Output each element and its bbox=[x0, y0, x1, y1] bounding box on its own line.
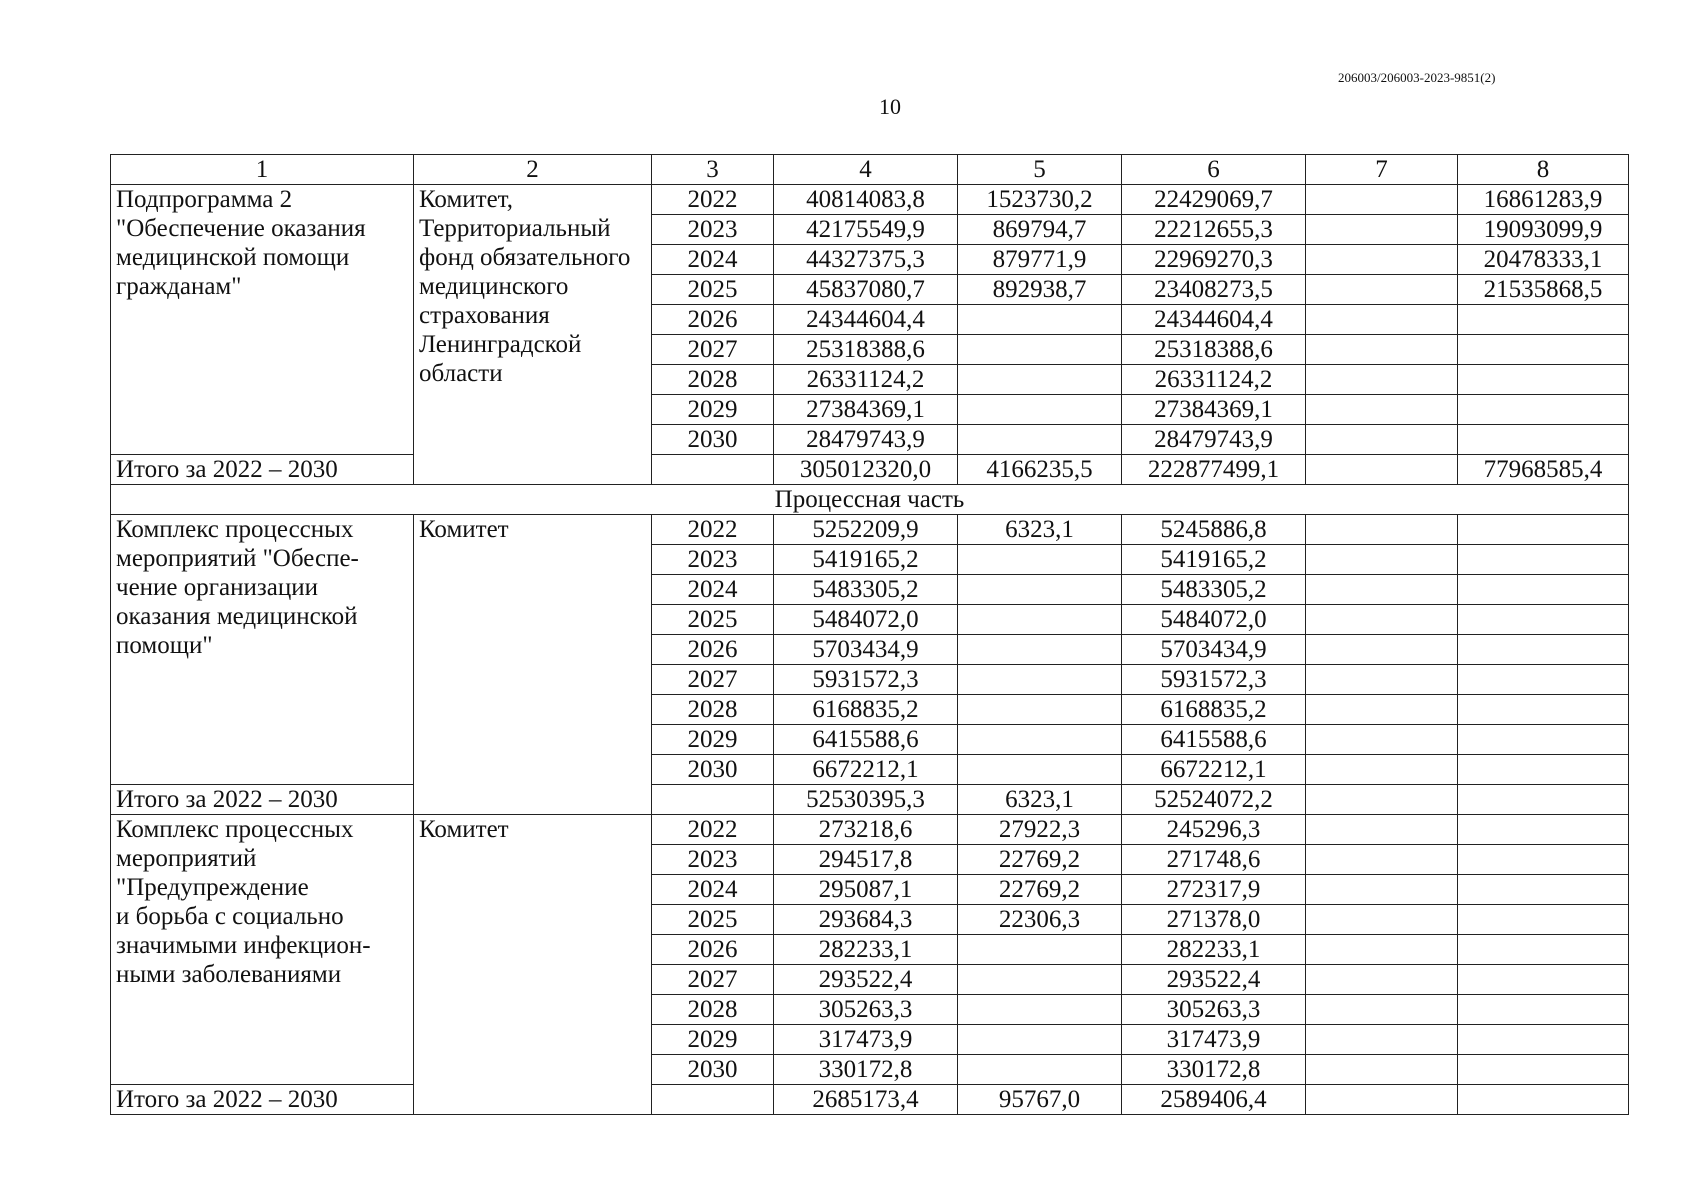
year-cell: 2027 bbox=[652, 965, 774, 995]
value-cell: 5245886,8 bbox=[1122, 515, 1306, 545]
executor-name: Комитет bbox=[414, 515, 652, 815]
value-cell: 44327375,3 bbox=[774, 245, 958, 275]
value-cell bbox=[1306, 185, 1458, 215]
total-value-cell: 4166235,5 bbox=[958, 455, 1122, 485]
total-value-cell: 222877499,1 bbox=[1122, 455, 1306, 485]
value-cell: 22429069,7 bbox=[1122, 185, 1306, 215]
year-cell: 2027 bbox=[652, 665, 774, 695]
value-cell bbox=[958, 755, 1122, 785]
value-cell: 5703434,9 bbox=[1122, 635, 1306, 665]
year-cell: 2024 bbox=[652, 875, 774, 905]
total-row bbox=[111, 1085, 1629, 1115]
year-cell: 2023 bbox=[652, 845, 774, 875]
value-cell: 6672212,1 bbox=[774, 755, 958, 785]
value-cell bbox=[1306, 995, 1458, 1025]
year-cell: 2025 bbox=[652, 605, 774, 635]
value-cell bbox=[1306, 575, 1458, 605]
column-header: 1 bbox=[111, 155, 414, 185]
value-cell bbox=[1458, 335, 1629, 365]
year-cell: 2023 bbox=[652, 215, 774, 245]
value-cell bbox=[1458, 575, 1629, 605]
value-cell bbox=[1306, 515, 1458, 545]
value-cell bbox=[1458, 1025, 1629, 1055]
value-cell bbox=[1458, 515, 1629, 545]
value-cell bbox=[1306, 665, 1458, 695]
column-header: 2 bbox=[414, 155, 652, 185]
program-name: Подпрограмма 2 "Обеспечение оказания медицинской помощи гражданам" bbox=[111, 185, 414, 455]
value-cell: 25318388,6 bbox=[774, 335, 958, 365]
total-value-cell bbox=[1306, 785, 1458, 815]
value-cell bbox=[1306, 755, 1458, 785]
value-cell: 245296,3 bbox=[1122, 815, 1306, 845]
section-title: Процессная часть bbox=[111, 485, 1629, 515]
section-row bbox=[111, 485, 1629, 515]
value-cell bbox=[1458, 635, 1629, 665]
value-cell: 330172,8 bbox=[774, 1055, 958, 1085]
value-cell: 5931572,3 bbox=[1122, 665, 1306, 695]
total-value-cell: 52530395,3 bbox=[774, 785, 958, 815]
value-cell bbox=[1306, 305, 1458, 335]
value-cell: 892938,7 bbox=[958, 275, 1122, 305]
value-cell: 5252209,9 bbox=[774, 515, 958, 545]
value-cell: 24344604,4 bbox=[1122, 305, 1306, 335]
value-cell bbox=[1458, 365, 1629, 395]
value-cell: 6323,1 bbox=[958, 515, 1122, 545]
value-cell bbox=[1458, 725, 1629, 755]
year-cell: 2024 bbox=[652, 245, 774, 275]
value-cell bbox=[1306, 815, 1458, 845]
column-header: 5 bbox=[958, 155, 1122, 185]
value-cell bbox=[1458, 425, 1629, 455]
year-cell: 2024 bbox=[652, 575, 774, 605]
year-cell: 2027 bbox=[652, 335, 774, 365]
value-cell bbox=[958, 545, 1122, 575]
total-value-cell bbox=[1458, 1085, 1629, 1115]
value-cell bbox=[1458, 665, 1629, 695]
value-cell: 5483305,2 bbox=[1122, 575, 1306, 605]
value-cell bbox=[1458, 695, 1629, 725]
total-label: Итого за 2022 – 2030 bbox=[111, 1085, 414, 1115]
value-cell bbox=[958, 605, 1122, 635]
value-cell bbox=[1458, 935, 1629, 965]
value-cell bbox=[958, 665, 1122, 695]
column-header: 8 bbox=[1458, 155, 1629, 185]
value-cell: 272317,9 bbox=[1122, 875, 1306, 905]
value-cell: 5931572,3 bbox=[774, 665, 958, 695]
value-cell bbox=[1306, 695, 1458, 725]
value-cell bbox=[958, 995, 1122, 1025]
value-cell bbox=[1306, 215, 1458, 245]
total-label: Итого за 2022 – 2030 bbox=[111, 785, 414, 815]
value-cell bbox=[958, 935, 1122, 965]
column-header-row bbox=[111, 155, 1629, 185]
total-value-cell: 52524072,2 bbox=[1122, 785, 1306, 815]
value-cell bbox=[1306, 875, 1458, 905]
value-cell bbox=[1458, 995, 1629, 1025]
table-row bbox=[111, 515, 1629, 545]
year-cell: 2030 bbox=[652, 1055, 774, 1085]
value-cell bbox=[1458, 305, 1629, 335]
value-cell bbox=[1458, 605, 1629, 635]
value-cell bbox=[1458, 1055, 1629, 1085]
total-value-cell: 305012320,0 bbox=[774, 455, 958, 485]
value-cell: 317473,9 bbox=[774, 1025, 958, 1055]
value-cell: 28479743,9 bbox=[774, 425, 958, 455]
value-cell bbox=[1306, 635, 1458, 665]
value-cell: 22769,2 bbox=[958, 875, 1122, 905]
value-cell: 294517,8 bbox=[774, 845, 958, 875]
value-cell bbox=[1458, 905, 1629, 935]
value-cell bbox=[1306, 365, 1458, 395]
value-cell bbox=[1306, 1025, 1458, 1055]
value-cell: 27922,3 bbox=[958, 815, 1122, 845]
value-cell bbox=[958, 335, 1122, 365]
value-cell bbox=[958, 725, 1122, 755]
total-value-cell bbox=[652, 1085, 774, 1115]
value-cell: 24344604,4 bbox=[774, 305, 958, 335]
year-cell: 2029 bbox=[652, 725, 774, 755]
value-cell bbox=[1306, 605, 1458, 635]
value-cell bbox=[1306, 725, 1458, 755]
year-cell: 2029 bbox=[652, 1025, 774, 1055]
year-cell: 2025 bbox=[652, 275, 774, 305]
value-cell: 6168835,2 bbox=[1122, 695, 1306, 725]
value-cell bbox=[1306, 1055, 1458, 1085]
value-cell: 23408273,5 bbox=[1122, 275, 1306, 305]
year-cell: 2023 bbox=[652, 545, 774, 575]
value-cell: 42175549,9 bbox=[774, 215, 958, 245]
year-cell: 2026 bbox=[652, 635, 774, 665]
value-cell: 25318388,6 bbox=[1122, 335, 1306, 365]
total-label: Итого за 2022 – 2030 bbox=[111, 455, 414, 485]
value-cell bbox=[1458, 545, 1629, 575]
total-value-cell bbox=[652, 785, 774, 815]
value-cell bbox=[1458, 815, 1629, 845]
value-cell bbox=[1306, 245, 1458, 275]
value-cell: 16861283,9 bbox=[1458, 185, 1629, 215]
value-cell bbox=[958, 965, 1122, 995]
value-cell bbox=[1306, 935, 1458, 965]
value-cell: 282233,1 bbox=[774, 935, 958, 965]
value-cell: 305263,3 bbox=[1122, 995, 1306, 1025]
value-cell bbox=[1306, 965, 1458, 995]
value-cell bbox=[958, 1025, 1122, 1055]
value-cell bbox=[1306, 425, 1458, 455]
value-cell: 293522,4 bbox=[774, 965, 958, 995]
document-id: 206003/206003-2023-9851(2) bbox=[1338, 70, 1496, 85]
value-cell: 305263,3 bbox=[774, 995, 958, 1025]
value-cell: 22306,3 bbox=[958, 905, 1122, 935]
value-cell bbox=[958, 305, 1122, 335]
total-value-cell: 95767,0 bbox=[958, 1085, 1122, 1115]
value-cell: 26331124,2 bbox=[1122, 365, 1306, 395]
total-value-cell: 2589406,4 bbox=[1122, 1085, 1306, 1115]
value-cell bbox=[1458, 755, 1629, 785]
column-header: 4 bbox=[774, 155, 958, 185]
executor-name: Комитет bbox=[414, 815, 652, 1115]
table-row bbox=[111, 815, 1629, 845]
value-cell: 317473,9 bbox=[1122, 1025, 1306, 1055]
executor-name: Комитет, Территориальный фонд обязательного медицинского страхования Ленинградской области bbox=[414, 185, 652, 485]
value-cell bbox=[1458, 965, 1629, 995]
value-cell: 40814083,8 bbox=[774, 185, 958, 215]
year-cell: 2028 bbox=[652, 695, 774, 725]
value-cell bbox=[1306, 545, 1458, 575]
total-value-cell bbox=[652, 455, 774, 485]
value-cell: 879771,9 bbox=[958, 245, 1122, 275]
year-cell: 2028 bbox=[652, 365, 774, 395]
value-cell bbox=[958, 695, 1122, 725]
table-row bbox=[111, 185, 1629, 215]
total-value-cell: 77968585,4 bbox=[1458, 455, 1629, 485]
value-cell: 19093099,9 bbox=[1458, 215, 1629, 245]
value-cell bbox=[1458, 845, 1629, 875]
value-cell: 6168835,2 bbox=[774, 695, 958, 725]
value-cell: 282233,1 bbox=[1122, 935, 1306, 965]
value-cell: 20478333,1 bbox=[1458, 245, 1629, 275]
year-cell: 2030 bbox=[652, 755, 774, 785]
total-row bbox=[111, 455, 1629, 485]
value-cell bbox=[1306, 395, 1458, 425]
value-cell: 5703434,9 bbox=[774, 635, 958, 665]
value-cell: 22212655,3 bbox=[1122, 215, 1306, 245]
value-cell bbox=[958, 395, 1122, 425]
total-value-cell bbox=[1306, 455, 1458, 485]
value-cell bbox=[1458, 875, 1629, 905]
program-name: Комплекс процессных мероприятий "Обеспе- чение организации оказания медицинской помощи" bbox=[111, 515, 414, 785]
budget-table-body bbox=[111, 155, 1629, 1115]
year-cell: 2030 bbox=[652, 425, 774, 455]
total-value-cell bbox=[1306, 1085, 1458, 1115]
value-cell: 5419165,2 bbox=[774, 545, 958, 575]
program-name: Комплекс процессных мероприятий "Предупреждение и борьба с социально значимыми инфекцион- ными заболеваниями bbox=[111, 815, 414, 1085]
total-row bbox=[111, 785, 1629, 815]
budget-table bbox=[110, 154, 1629, 1115]
value-cell: 22769,2 bbox=[958, 845, 1122, 875]
value-cell: 6415588,6 bbox=[1122, 725, 1306, 755]
year-cell: 2028 bbox=[652, 995, 774, 1025]
column-header: 6 bbox=[1122, 155, 1306, 185]
value-cell: 1523730,2 bbox=[958, 185, 1122, 215]
value-cell bbox=[958, 425, 1122, 455]
value-cell bbox=[1306, 845, 1458, 875]
column-header: 3 bbox=[652, 155, 774, 185]
year-cell: 2029 bbox=[652, 395, 774, 425]
value-cell: 27384369,1 bbox=[1122, 395, 1306, 425]
value-cell: 869794,7 bbox=[958, 215, 1122, 245]
value-cell bbox=[1458, 395, 1629, 425]
year-cell: 2022 bbox=[652, 815, 774, 845]
value-cell: 5483305,2 bbox=[774, 575, 958, 605]
value-cell bbox=[1306, 275, 1458, 305]
total-value-cell: 6323,1 bbox=[958, 785, 1122, 815]
value-cell: 293522,4 bbox=[1122, 965, 1306, 995]
year-cell: 2026 bbox=[652, 305, 774, 335]
value-cell bbox=[958, 1055, 1122, 1085]
value-cell bbox=[958, 365, 1122, 395]
total-value-cell bbox=[1458, 785, 1629, 815]
value-cell: 295087,1 bbox=[774, 875, 958, 905]
value-cell: 330172,8 bbox=[1122, 1055, 1306, 1085]
column-header: 7 bbox=[1306, 155, 1458, 185]
value-cell: 6415588,6 bbox=[774, 725, 958, 755]
year-cell: 2026 bbox=[652, 935, 774, 965]
value-cell bbox=[958, 635, 1122, 665]
page-number: 10 bbox=[879, 94, 901, 119]
value-cell: 6672212,1 bbox=[1122, 755, 1306, 785]
value-cell: 22969270,3 bbox=[1122, 245, 1306, 275]
year-cell: 2025 bbox=[652, 905, 774, 935]
value-cell: 21535868,5 bbox=[1458, 275, 1629, 305]
value-cell: 5419165,2 bbox=[1122, 545, 1306, 575]
total-value-cell: 2685173,4 bbox=[774, 1085, 958, 1115]
value-cell: 271378,0 bbox=[1122, 905, 1306, 935]
value-cell: 28479743,9 bbox=[1122, 425, 1306, 455]
value-cell: 273218,6 bbox=[774, 815, 958, 845]
value-cell: 5484072,0 bbox=[774, 605, 958, 635]
value-cell: 45837080,7 bbox=[774, 275, 958, 305]
value-cell bbox=[1306, 335, 1458, 365]
year-cell: 2022 bbox=[652, 515, 774, 545]
value-cell: 293684,3 bbox=[774, 905, 958, 935]
value-cell bbox=[958, 575, 1122, 605]
value-cell: 5484072,0 bbox=[1122, 605, 1306, 635]
value-cell: 26331124,2 bbox=[774, 365, 958, 395]
value-cell bbox=[1306, 905, 1458, 935]
value-cell: 27384369,1 bbox=[774, 395, 958, 425]
year-cell: 2022 bbox=[652, 185, 774, 215]
value-cell: 271748,6 bbox=[1122, 845, 1306, 875]
